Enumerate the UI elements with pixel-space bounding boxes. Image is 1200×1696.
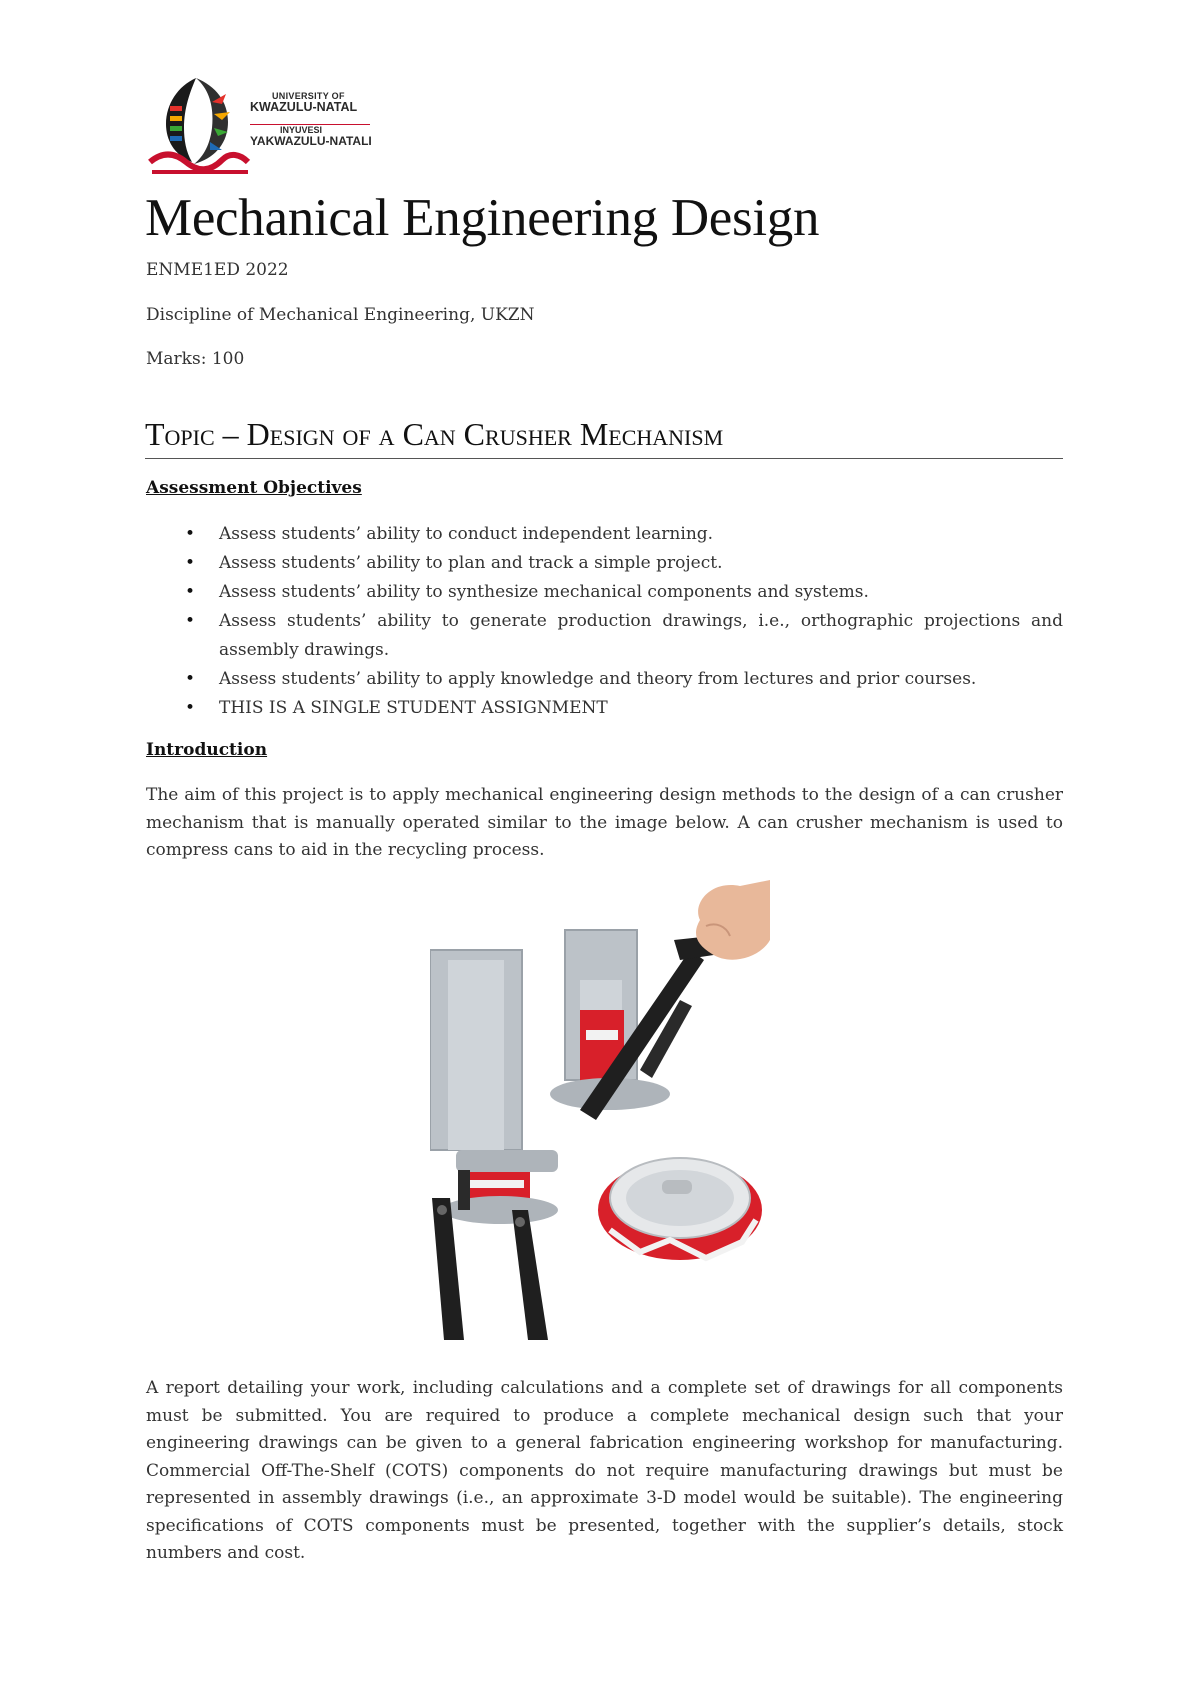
list-item [146,520,1063,549]
logo-line-kwazulu-natal: KWAZULU-NATAL [250,100,358,115]
introduction-heading: Introduction [146,740,268,760]
objective-text: Assess students’ ability to conduct independent learning. [219,524,714,544]
objective-text: Assess students’ ability to generate production drawings, i.e., orthographic projections and assembly drawings. [219,611,1063,660]
logo-divider [250,124,370,125]
bullet-icon: • [185,524,196,544]
introduction-paragraph: The aim of this project is to apply mechanical engineering design methods to the design of a can crusher mechanism that is manually operated similar to the image below. A can crusher mechanism is used to compress cans to aid in the recycling process. [146,785,1063,860]
logo-line-inyuvesi: INYUVESI [280,124,323,135]
list-item [146,607,1063,665]
list-item [146,549,1063,578]
bullet-icon: • [185,669,196,689]
objective-text: Assess students’ ability to plan and track a simple project. [219,553,723,573]
discipline-line: Discipline of Mechanical Engineering, UKZN [146,305,535,325]
list-item [146,694,1063,723]
bullet-icon: • [185,611,196,631]
logo-line-yakwazulu-natali: YAKWAZULU-NATALI [250,134,372,148]
logo-line-university-of: UNIVERSITY OF [272,91,345,101]
report-requirements-paragraph: A report detailing your work, including calculations and a complete set of drawings for all components must be submitted. You are required to produce a complete mechanical design such that your engineering drawings can be given to a general fabrication engineering workshop for manufacturing. Commercial Off-The-Shelf (COTS) components do not require manufacturing drawings but must be represented in assembly drawings (i.e., an approximate 3-D model would be suitable). The engineering specifications of COTS components must be presented, together with the supplier’s details, stock numbers and cost. [146,1378,1063,1563]
crushed-can-icon [598,1158,762,1260]
objective-text: Assess students’ ability to synthesize mechanical components and systems. [219,582,869,602]
objective-text: Assess students’ ability to apply knowledge and theory from lectures and prior courses. [219,669,977,689]
logo-wordmark [250,92,372,148]
topic-heading: Topic – Design of a Can Crusher Mechanism [145,414,1063,459]
objective-text: THIS IS A SINGLE STUDENT ASSIGNMENT [219,698,608,718]
marks-line: Marks: 100 [146,349,245,369]
bullet-icon: • [185,698,196,718]
bullet-icon: • [185,553,196,573]
can-crusher-photo [430,880,810,1340]
page-title: Mechanical Engineering Design [145,189,820,247]
objectives-list [146,520,1063,723]
course-code: ENME1ED 2022 [146,260,289,280]
list-item [146,665,1063,694]
bullet-icon: • [185,582,196,602]
list-item [146,578,1063,607]
right-crusher-icon [550,880,770,1120]
left-crusher-icon [430,950,558,1340]
objectives-heading: Assessment Objectives [146,478,362,498]
